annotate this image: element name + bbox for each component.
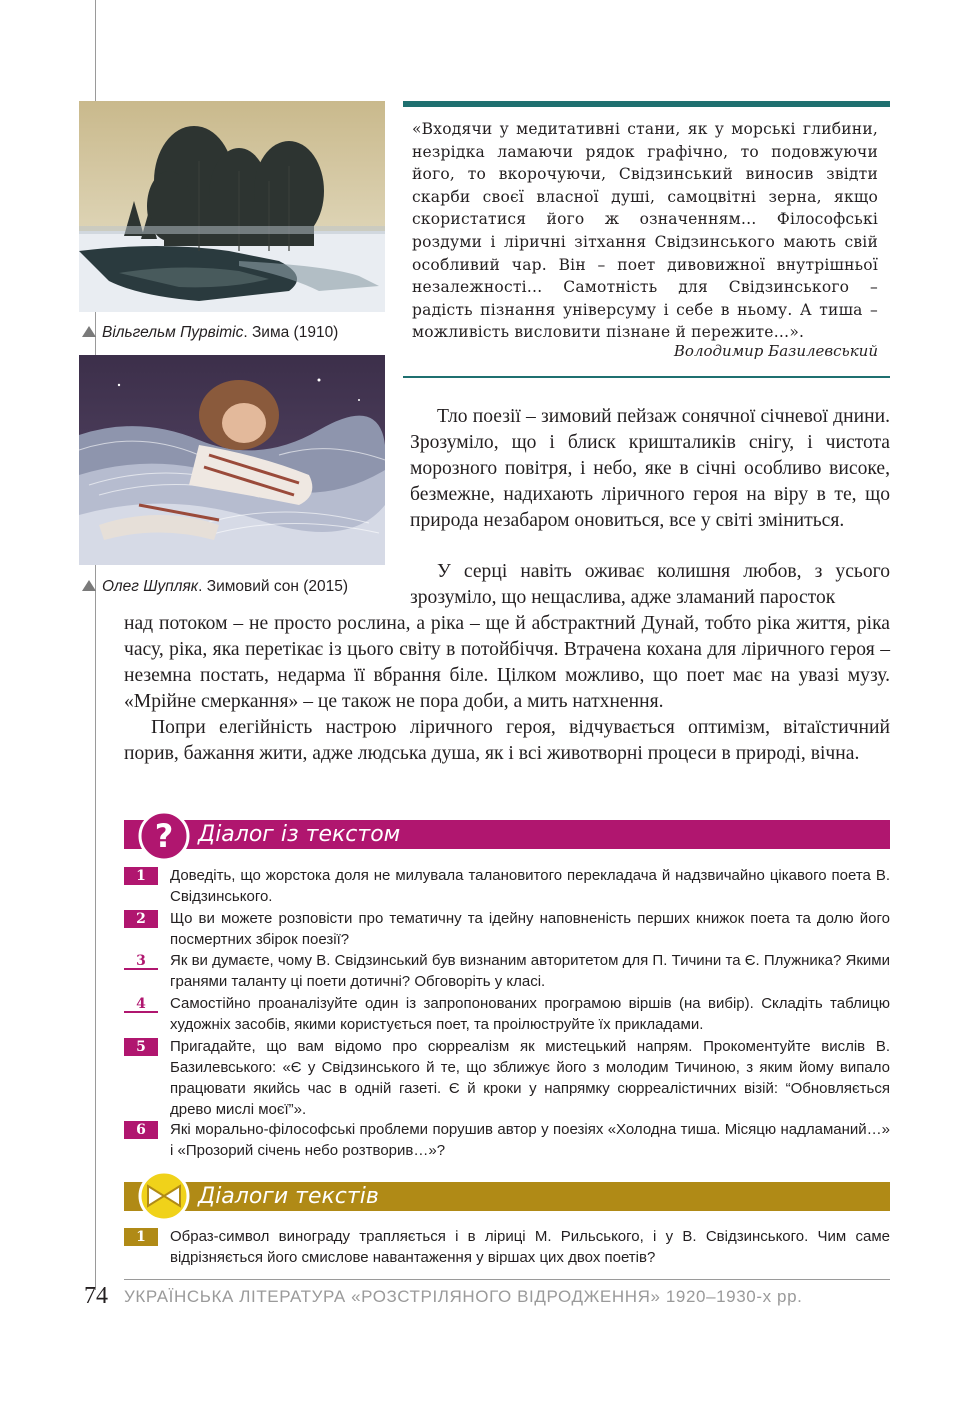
question-item: [124, 1226, 890, 1268]
footer-rule: [124, 1279, 890, 1280]
page-number: 74: [84, 1283, 108, 1309]
question-number: 6: [124, 1121, 158, 1139]
section-title: Діалоги текстів: [198, 1184, 379, 1209]
paragraph-continued: над потоком – не просто рослина, а ріка – ще й абстрактний Дунай, тобто ріка життя, ріка часу, ріка, яка перетікає із цього світу в потойбіччя. Втрачена кохана для ліричного героя – неземна постать, недарма її вбрання біле. Цілком можливо, що поет має на увазі музу. «Мрійне смеркання» – це також не пора доби, а мить натхнення.: [124, 613, 890, 712]
section-header-dialogs-of-texts: [124, 1182, 890, 1211]
painting-winter-dream: [79, 355, 385, 565]
paragraph: Тло поезії – зимовий пейзаж сонячної січневої днини. Зрозуміло, що і блиск кришталиків снігу, і чистота морозного повітря, і небо, яке в січні особливо високе, безмежне, надихають ліричного героя на віру в те, що природа незабаром оновиться, все у світі зміниться.: [410, 406, 890, 531]
question-number: 5: [124, 1038, 158, 1056]
paragraph: Попри елегійність настрою ліричного героя, відчувається оптимізм, вітаїстичний порив, бажання жити, адже людська душа, як і всі животворні процеси в природі, вічна.: [124, 717, 890, 764]
question-icon: [138, 810, 190, 862]
question-number: 1: [124, 867, 158, 885]
svg-text:?: ?: [154, 817, 174, 855]
caption-title: . Зимовий сон (2015): [198, 578, 349, 595]
section-title: Діалог із текстом: [198, 822, 401, 847]
question-item: [124, 1119, 890, 1161]
triangle-icon: [82, 326, 96, 337]
question-text: Які морально-філософські проблеми порушив автор у поезіях «Холодна тиша. Місяцю надламаний…» і «Прозорий січень небо розтворив…»?: [170, 1121, 890, 1159]
question-text: Доведіть, що жорстока доля не милувала талановитого перекладача й надзвичайно цікавого поета В. Свідзинського.: [170, 867, 890, 905]
question-number: 2: [124, 910, 158, 928]
question-text: Як ви думаєте, чому В. Свідзинський був визнаним авторитетом для П. Тичини та Є. Плужника? Якими гранями таланту ці поети дотичні? Обговоріть у класі.: [170, 952, 890, 990]
arrows-icon: [138, 1170, 190, 1222]
caption-title: . Зима (1910): [243, 324, 339, 341]
question-item: [124, 1036, 890, 1120]
question-item: [124, 993, 890, 1035]
question-item: [124, 950, 890, 992]
question-text: Образ-символ винограду трапляється і в ліриці М. Рильського, і у В. Свідзинського. Чим саме відрізняється його смислове навантаження у віршах цих двох поетів?: [170, 1228, 890, 1266]
question-text: Самостійно проаналізуйте один із запропонованих програмою віршів (на вибір). Складіть таблицю художніх засобів, якими користується поет, та проілюструйте їх прикладами.: [170, 995, 890, 1033]
caption-winter-dream: [82, 578, 348, 596]
quote-top-rule: [403, 101, 890, 107]
triangle-icon: [82, 580, 96, 591]
quote-text: «Входячи у медитативні стани, як у морські глибини, незрідка ламаючи рядок графічно, то подовжуючи його, то вкорочуючи, Свідзинський виносив звідти скарби своєї власної душі, самоцвітні зерна, якщо скористатися його ж означенням… Філософські роздуми і ліричні зітхання Свідзинського мають свій особливий чар. Він – поет дивовижної внутрішньої незалежності… Самотність для Свідзинського – радість пізнання універсуму і себе в ньому. А тиша – можливість висловити пізнане й пережите…».: [412, 120, 878, 342]
question-text: Що ви можете розповісти про тематичну та ідейну наповненість перших книжок поета та долю його посмертних збірок поезії?: [170, 910, 890, 948]
section-header-dialog-with-text: [124, 820, 890, 849]
question-number: 3: [124, 952, 158, 970]
caption-author: Вільгельм Пурвітіс: [102, 324, 244, 341]
question-item: [124, 865, 890, 907]
running-title: УКРАЇНСЬКА ЛІТЕРАТУРА «РОЗСТРІЛЯНОГО ВІДРОДЖЕННЯ» 1920–1930-х рр.: [124, 1287, 803, 1306]
question-item: [124, 908, 890, 950]
painting-winter: [79, 101, 385, 312]
question-text: Пригадайте, що вам відомо про сюрреалізм як мистецький напрям. Прокоментуйте вислів В. Базилевського: «Є у Свідзинського й те, що зближує його з молодим Тичиною, з яким йому випало працювати якийсь час в одній газеті. Є й кроки у напрямку сюрреалістичних візій: “Обновляється древо мислі моєї”».: [170, 1038, 890, 1118]
quote-author: Володимир Базилевський: [673, 342, 878, 360]
caption-author: Олег Шупляк: [102, 578, 199, 595]
caption-winter: [82, 324, 338, 342]
question-number: 1: [124, 1228, 158, 1246]
paragraph: У серці навіть оживає колишня любов, з усього зрозуміло, що нещаслива, адже зламаний паросток: [410, 561, 890, 608]
question-number: 4: [124, 995, 158, 1013]
quote-bottom-rule: [403, 376, 890, 378]
